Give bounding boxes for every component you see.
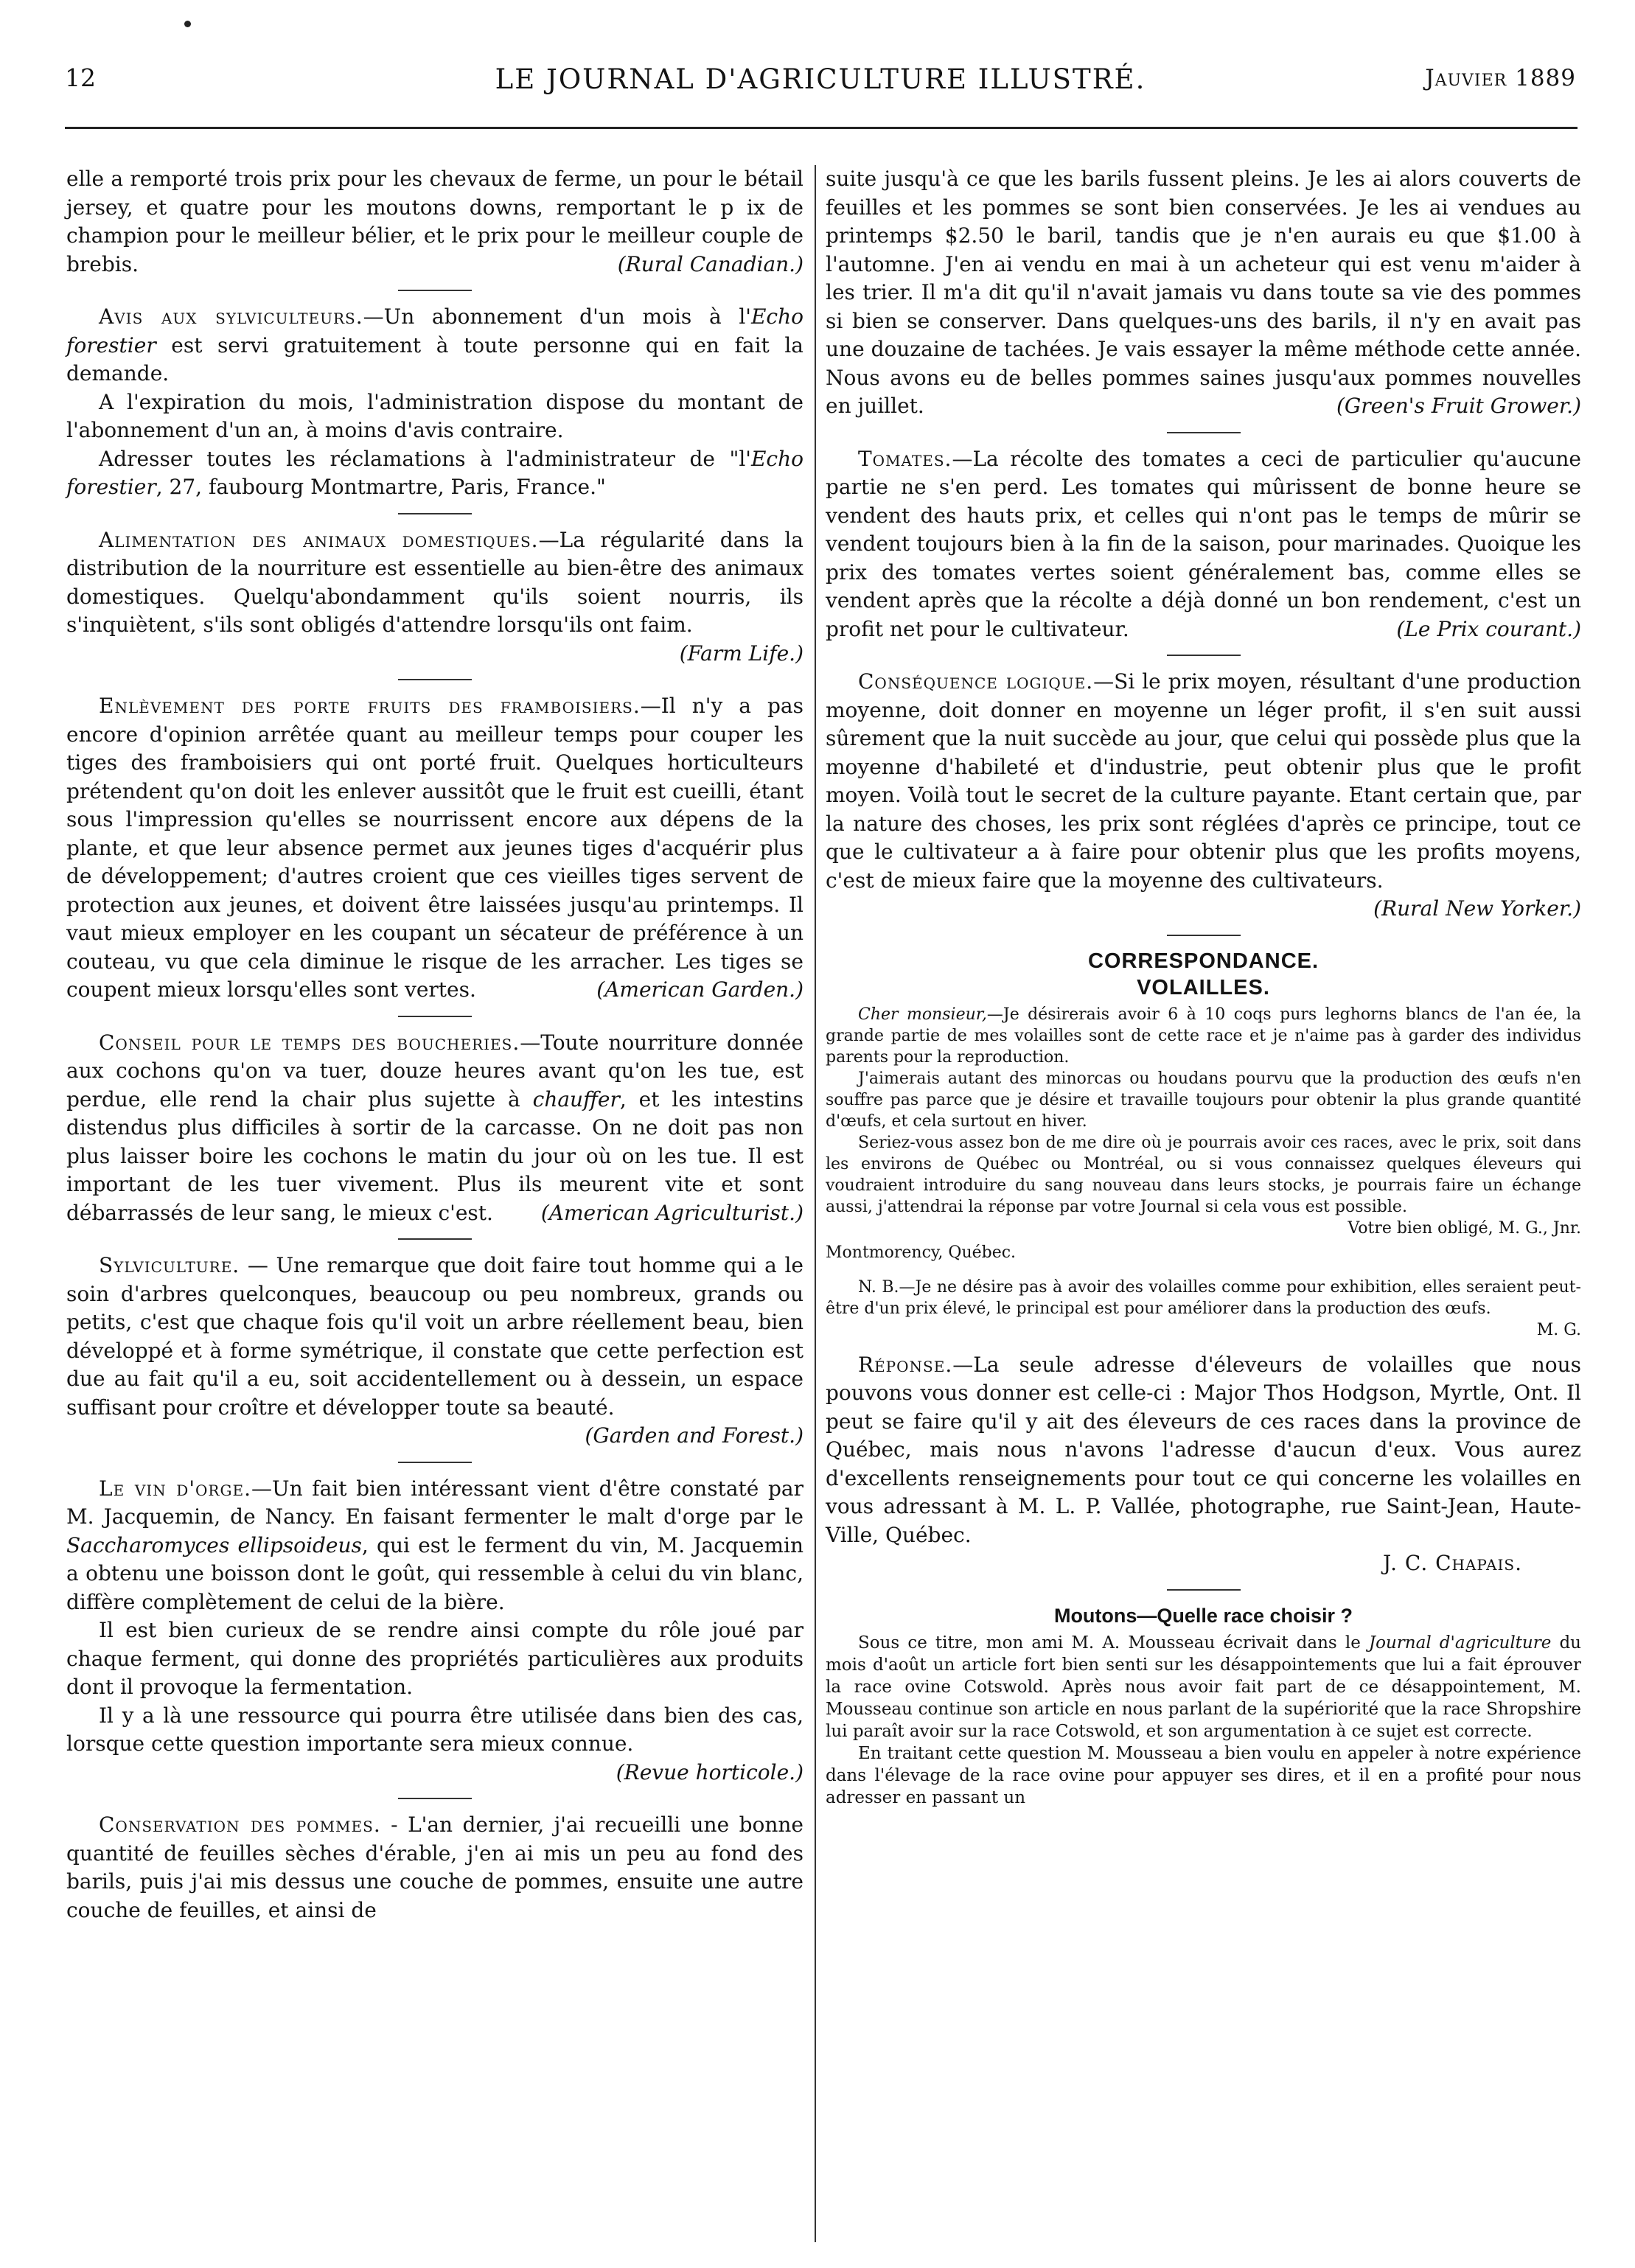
reponse-title: Réponse. [858,1352,953,1377]
separator [1167,1589,1241,1591]
article-avis: Avis aux sylviculteurs.—Un abonnement d'un mois à l'Echo forestier est servi gratuitement à toute personne qui en fait la demande. A l'expiration du mois, l'administration dispose du montant de l'abonnement d'un an, à moins d'avis contraire. Adresser toutes les réclamations à l'administrateur de "l'Echo forestier, 27, faubourg Montmartre, Paris, France." [66,304,803,499]
separator [398,1238,472,1240]
article-enlevement: Enlèvement des porte fruits des framboisiers.—Il n'y a pas encore d'opinion arrêtée quant au meilleur temps pour couper les tiges des framboisiers qui ont porté fruit. Quelques horticulteurs prétendent qu'on doit les enlever aussitôt que le fruit est cueilli, étant sous l'impression qu'elles se nourrissent encore aux dépens de la plante, et que leur absence permet aux jeunes tiges d'acquérir plus de développement; d'autres croient que ces vieilles tiges servent de protection aux jeunes, et doivent être laissées jusqu'au printemps. Il vaut mieux employer en les coupant un sécateur de préférence à un couteau, vu que cela diminue le risque de les arracher. Les tiges se coupent mieux lorsqu'elles sont vertes. (American Garden.) [66,692,803,1005]
source-greens-fruit-grower: (Green's Fruit Grower.) [1336,394,1581,418]
continuation-text: elle a remporté trois prix pour les chevaux de ferme, un pour le bétail jersey, et quatre pour les moutons downs, remportant le p ix de champion pour le meilleur bélier, et le prix pour le meilleur couple de brebis. [66,167,803,276]
left-column [66,165,803,1925]
letter: Cher monsieur,—Je désirerais avoir 6 à 10 coqs purs leghorns blancs de l'an ée, la grande partie de mes volailles sont de cette race et je n'aime pas à garder des individus parents pour la reproduction. J'aimerais autant des minorcas ou houdans pourvu que la production des œufs n'en souffre pas parce que je désire et travaille toujours pour obtenir la plus grande quantité d'œufs, et cela surtout en hiver. Seriez-vous assez bon de me dire où je pourrais avoir ces races, avec le prix, soit dans les environs de Québec ou Montréal, ou si vous connaissez quelques éleveurs qui voudraient introduire du sang nouveau dans leurs stocks, je pourrais faire un échange aussi, j'attendrai la réponse par votre Journal si cela vous est possible. Votre bien obligé, M. G., Jnr. Montmorency, Québec. N. B.—Je ne désire pas à avoir des volailles comme pour exhibition, elles seraient peut-être d'un prix élevé, le principal est pour améliorer dans la production des œufs. M. G. [826,1005,1582,1339]
page-number: 12 [65,63,96,92]
correspondance-heading: CORRESPONDANCE. [1087,949,1319,973]
section-moutons: Moutons—Quelle race choisir ? Sous ce titre, mon ami M. A. Mousseau écrivait dans le Journal d'agriculture du mois d'août un article fort bien senti sur les désappointements que lui a fait éprouver la race ovine Cotswold. Après nous avoir fait part de ce désappointement, M. Mousseau continue son article en nous parlant de la supériorité que la race Shropshire lui paraît avoir sur la race Cotswold, et son argumentation à ce sujet est correcte. En traitant cette question M. Mousseau a bien voulu en appeler à notre expérience dans l'élevage de la race ovine pour appuyer ses dires, et il en a profité pour nous adresser en passant un [826,1602,1581,1809]
separator [398,513,472,514]
source-american-agriculturist: (American Agriculturist.) [540,1200,803,1225]
tomates-title: Tomates. [858,446,952,471]
sylviculture-title: Sylviculture. [99,1253,240,1277]
article-conseil: Conseil pour le temps des boucheries.—Toute nourriture donnée aux cochons qu'on va tuer, douze heures avant qu'on les tue, est perdue, elle rend la chair plus sujette à chauffer, et les intestins distendus plus difficiles à sortir de la carcasse. On ne doit pas non plus laisser boire les cochons le matin du jour où on les tue. Il est important de les tuer vivement. Plus ils meurent vite et sont débarrassés de leur sang, le mieux c'est. (American Agriculturist.) [66,1029,803,1228]
conservation-continuation: suite jusqu'à ce que les barils fussent pleins. Je les ai alors couverts de feuilles et les pommes se sont bien conservées. Je les ai vendues au printemps $2.50 le baril, tandis que je n'en aurais eu que $1.00 à l'automne. J'en ai vendu en mai à un acheteur qui est venu m'aider à les trier. Il m'a dit qu'il n'avait jamais vu dans toute sa vie des pommes si bien se conserver. Dans quelques-uns des barils, il n'y en avait pas une douzaine de tachées. Je vais essayer la même méthode cette année. Nous avons eu de belles pommes saines jusqu'aux pommes nouvelles en juillet. (Green's Fruit Grower.) [826,165,1581,421]
column-divider [815,165,816,2242]
article-conservation: Conservation des pommes. - L'an dernier, j'ai recueilli une bonne quantité de feuilles sèches d'érable, j'en ai mis un peu au fond des barils, puis j'ai mis dessus une couche de pommes, ensuite une autre couche de feuilles, et ainsi de [66,1812,804,1922]
page-header [65,63,1576,108]
separator [398,1798,472,1799]
salutation: Cher monsieur, [858,1005,987,1024]
enlevement-title: Enlèvement des porte fruits des framboisiers. [99,694,641,718]
source-rural-new-yorker: (Rural New Yorker.) [1373,896,1581,921]
separator [398,679,472,680]
source-farm-life: (Farm Life.) [679,641,803,666]
journal-title: LE JOURNAL D'AGRICULTURE ILLUSTRÉ. [495,63,1146,95]
separator [1167,935,1241,936]
moutons-heading: Moutons—Quelle race choisir ? [1053,1604,1353,1627]
avis-title: Avis aux sylviculteurs. [99,304,363,329]
article-vin: Le vin d'orge.—Un fait bien intéressant vient d'être constaté par M. Jacquemin, de Nancy. En faisant fermenter le malt d'orge par le Saccharomyces ellipsoideus, qui est le ferment du vin, M. Jacquemin a obtenu une boisson dont le goût, qui ressemble à celui du vin blanc, diffère complètement de celui de la bière. Il est bien curieux de se rendre ainsi compte du rôle joué par chaque ferment, qui donne des propriétés particulières aux produits dont il provoque la fermentation. Il y a là une ressource qui pourra être utilisée dans bien des cas, lorsque cette question importante sera mieux connue. (Revue horticole.) [66,1475,803,1787]
article-tomates: Tomates.—La récolte des tomates a ceci de particulier qu'aucune partie ne s'en perd. Les tomates qui mûrissent de bonne heure se vendent des hauts prix, et celles qui n'ont pas le temps de mûrir se vendent toujours bien à la fin de la saison, pour marinades. Quoique les prix des tomates vertes soient généralement bas, comme elles se vendent après que la récolte a déjà donné un bon rendement, c'est un profit net pour le cultivateur. (Le Prix courant.) [826,445,1581,644]
source-rural-canadian: (Rural Canadian.) [617,251,803,276]
nb-signature: M. G. [1536,1320,1581,1339]
source-le-prix-courant: (Le Prix courant.) [1396,616,1581,641]
section-correspondance [826,948,1581,1578]
vin-title: Le vin d'orge. [99,1476,251,1501]
separator [1167,432,1241,433]
source-american-garden: (American Garden.) [596,977,803,1002]
conservation-title: Conservation des pommes. [99,1812,381,1837]
reponse-signature: J. C. Chapais. [1383,1551,1522,1575]
letter-closing: Votre bien obligé, M. G., Jnr. [1348,1218,1581,1238]
nb-note: N. B.—Je ne désire pas à avoir des volailles comme pour exhibition, elles seraient peut-être d'un prix élevé, le principal est pour améliorer dans la production des œufs. [826,1277,1581,1318]
separator [398,290,472,291]
reponse: Réponse.—La seule adresse d'éleveurs de volailles que nous pouvons vous donner est celle-ci : Major Thos Hodgson, Myrtle, Ont. Il peut se faire qu'il y ait des éleveurs de ces races dans la province de Québec, mais nous n'avons l'adresse d'aucun d'eux. Vous aurez d'excellents renseignements pour tout ce qui concerne les volailles en vous adressant à M. L. P. Vallée, photographe, rue Saint-Jean, Haute-Ville, Québec. [826,1352,1581,1547]
consequence-title: Conséquence logique. [858,669,1094,694]
source-garden-and-forest: (Garden and Forest.) [585,1423,803,1448]
volailles-heading: VOLAILLES. [1137,975,1270,999]
separator [1167,655,1241,656]
ink-speck [184,21,191,27]
alimentation-title: Alimentation des animaux domestiques. [99,527,539,552]
article-continuation [66,165,803,279]
conseil-title: Conseil pour le temps des boucheries. [99,1030,520,1055]
article-alimentation: Alimentation des animaux domestiques.—La régularité dans la distribution de la nourriture est essentielle au bien-être des animaux domestiques. Quelqu'abondamment qu'ils soient nourris, ils s'inquiètent, s'ils sont obligés d'attendre lorsqu'ils ont faim. (Farm Life.) [66,526,803,640]
right-column [826,165,1581,1809]
separator [398,1462,472,1463]
issue-date: Jauvier 1889 [1425,65,1576,91]
header-rule [65,127,1578,129]
separator [398,1016,472,1017]
letter-place: Montmorency, Québec. [826,1243,1017,1262]
article-consequence: Conséquence logique.—Si le prix moyen, résultant d'une production moyenne, doit donner en moyenne un léger profit, il s'en suit aussi sûrement que la nuit succède au jour, que celui qui possède plus que la moyenne d'habileté et d'industrie, peut obtenir plus que le profit moyen. Voilà tout le secret de la culture payante. Etant certain que, par la nature des choses, les prix sont réglées d'après ce principe, tout ce que le cultivateur a à faire pour obtenir plus que les profits moyens, c'est de mieux faire que la moyenne des cultivateurs. [826,669,1581,893]
source-revue-horticole: (Revue horticole.) [616,1759,803,1784]
article-sylviculture: Sylviculture. — Une remarque que doit faire tout homme qui a le soin d'arbres quelconques, beaucoup ou peu nombreux, grands ou petits, c'est que chaque fois qu'il voit un arbre réellement beau, bien développé et à forme symétrique, il constate que cette perfection est due au fait qu'il a eu, soit accidentellement ou à dessein, un espace suffisant pour croître et développer toute sa beauté. [66,1253,803,1420]
